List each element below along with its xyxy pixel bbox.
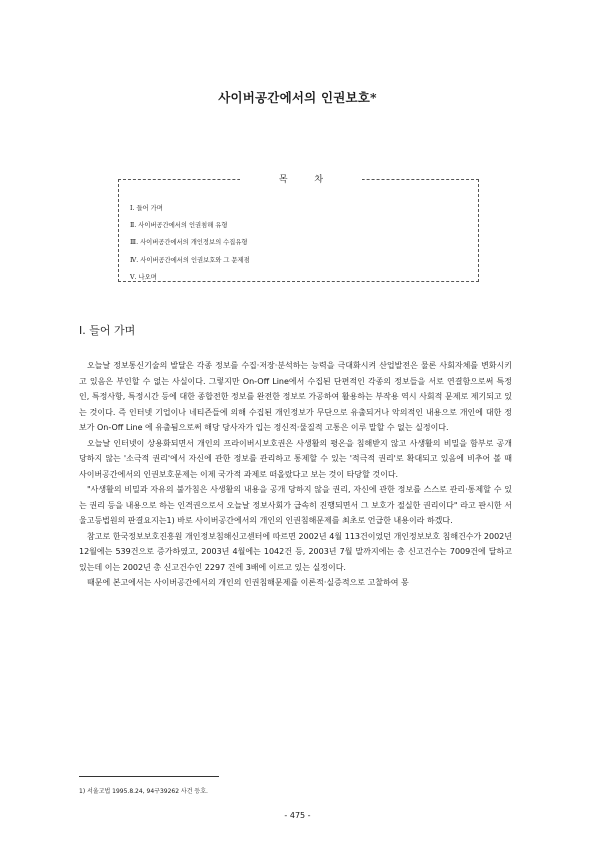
body-text	[79, 358, 512, 591]
footnote-divider	[79, 776, 219, 777]
paragraph: 오늘날 인터넷이 상용화되면서 개인의 프라이버시보호권은 사생활의 평온을 침해받지 않고 사생활의 비밀을 함부로 공개 당하지 않는 '소극적 권리'에서 자신에 관한 정보를 관리하고 통제할 수 있는 '적극적 권리'로 확대되고 있음에 비추어 볼 때 사이버공간에서의 인권보호문제는 이제 국가적 과제로 떠올랐다고 보는 것이 타당할 것이다.	[79, 438, 512, 479]
toc-item: Ⅲ. 사이버공간에서의 개인정보의 수집유형	[130, 239, 248, 247]
toc-heading: 목 차	[240, 172, 362, 185]
section-heading: Ⅰ. 들어 가며	[79, 324, 136, 337]
paragraph: 때문에 본고에서는 사이버공간에서의 개인의 인권침해문제를 이론적·실증적으로 고찰하여 몽	[87, 578, 409, 587]
toc-item: Ⅳ. 사이버공간에서의 인권보호와 그 문제점	[130, 256, 250, 264]
toc-item: Ⅱ. 사이버공간에서의 인권침해 유형	[130, 222, 228, 230]
paragraph: "사생활의 비밀과 자유의 불가침은 사생활의 내용을 공개 당하지 않을 권리, 자신에 관한 정보를 스스로 관리·통제할 수 있는 권리 등을 내용으로 하는 인격권으로서 오늘날 정보사회가 급속히 진행되면서 그 보호가 절실한 권리이다" 라고 판시한 서울고등법원의 판결요지는1) 바로 사이버공간에서의 개인의 인권침해문제를 최초로 언급한 내용이라 하겠다.	[79, 485, 512, 525]
paper-title: 사이버공간에서의 인권보호*	[218, 90, 377, 105]
toc-list	[130, 200, 250, 286]
toc-item: Ⅰ. 들어 가며	[130, 205, 163, 212]
paragraph: 오늘날 정보통신기술의 발달은 각종 정보를 수집·저장·분석하는 능력을 극대화시켜 산업발전은 물론 사회자체를 변화시키고 있음은 부인할 수 없는 사실이다. 그렇지만 On-Off Line에서 수집된 단편적인 각종의 정보들을 서로 연결함으로써 특정인, 특정사항, 특정시간 등에 대한 종합전한 정보를 완전한 정보로 가공하여 활용하는 부작용 역시 사회적 문제로 제기되고 있는 것이다. 즉 인터넷 기업이나 네티즌들에 의해 수집된 개인정보가 무단으로 유출되거나 악의적인 내용으로 개인에 대한 정보가 On-Off Line 에 유출됨으로써 해당 당사자가 입는 정신적·물질적 고통은 이루 말할 수 없는 실정이다.	[79, 361, 512, 432]
page-number: - 475 -	[284, 811, 311, 820]
footnote: 1) 서울고법 1995.8.24, 94구39262 사건 등호.	[79, 788, 208, 795]
paragraph: 참고로 한국정보보호진흥원 개인정보침해신고센터에 따르면 2002년 4월 113건이었던 개인정보보호 침해건수가 2002년 12월에는 539건으로 증가하였고, 2003년 4월에는 1042건 등, 2003년 7월 말까지에는 총 신고건수는 7009건에 달하고 있는데 이는 2002년 총 신고건수인 2297 건에 3배에 이르고 있는 실정이다.	[79, 531, 512, 572]
toc-item: Ⅴ. 나오며	[130, 273, 157, 281]
